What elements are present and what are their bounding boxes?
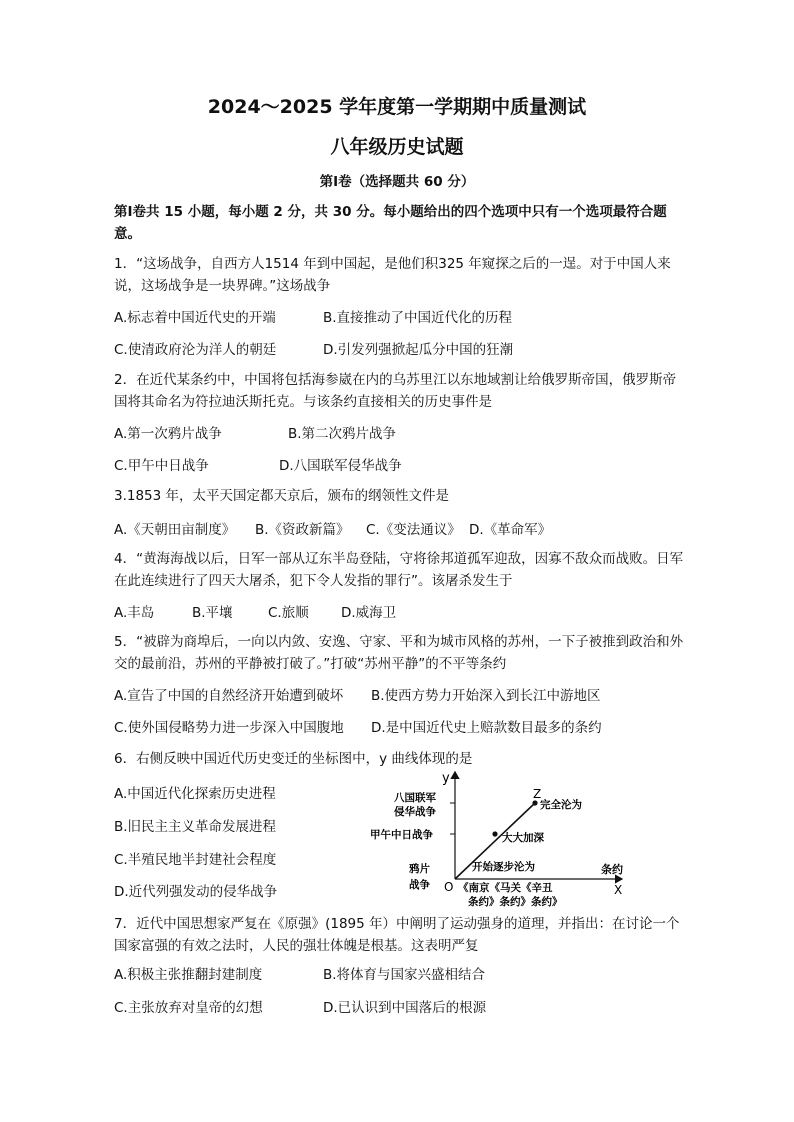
question-4-stem: 4．“黄海海战以后，日军一部从辽东半岛登陆，守将徐邦道孤军迎敌，因寡不敌众而战败。日军在此连续进行了四天大屠杀，犯下令人发指的罪行”。该屠杀发生于 xyxy=(114,551,684,589)
x-label-row2: 条约》条约》条约》 xyxy=(468,896,563,908)
question-3-option-b[interactable]: B.《资政新篇》 xyxy=(255,522,350,538)
x-label-row1: 《南京《马关《辛丑 xyxy=(458,882,553,894)
question-5-option-b[interactable]: B.使西方势力开始深入到长江中游地区 xyxy=(371,688,601,704)
y-axis-label: y xyxy=(442,771,450,786)
question-4-option-b[interactable]: B.平壤 xyxy=(192,605,233,621)
question-4-option-d[interactable]: D.威海卫 xyxy=(341,605,397,621)
section-instructions: 第Ⅰ卷共 15 小题，每小题 2 分，共 30 分。每小题给出的四个选项中只有一个选项最符合题意。 xyxy=(114,204,667,242)
y-label-sino-japanese: 甲午中日战争 xyxy=(370,829,433,841)
annotation-deepen: 大大加深 xyxy=(502,832,544,844)
question-2-option-a[interactable]: A.第一次鸦片战争 xyxy=(114,426,222,442)
question-7-stem: 7．近代中国思想家严复在《原强》(1895 年）中阐明了运动强身的道理，并指出：在讨论一个国家富强的有效之法时，人民的强壮体魄是根基。这表明严复 xyxy=(114,916,680,954)
question-6-option-d[interactable]: D.近代列强发动的侵华战争 xyxy=(114,884,278,900)
question-7-option-b[interactable]: B.将体育与国家兴盛相结合 xyxy=(323,967,486,983)
x-axis-label: X xyxy=(614,883,623,897)
curve-label: Z xyxy=(533,787,542,801)
section-title: 第Ⅰ卷（选择题共 60 分） xyxy=(319,174,475,190)
annotation-start: 开始逐步沦为 xyxy=(472,861,535,873)
question-2-option-b[interactable]: B.第二次鸦片战争 xyxy=(288,426,397,442)
curve-point-deepen xyxy=(492,831,497,836)
question-1-stem: 1．“这场战争，自西方人1514 年到中国起，是他们积325 年窥探之后的一逞。对于中国人来说，这场战争是一块界碑。”这场战争 xyxy=(114,256,671,294)
y-label-boxer-2: 侵华战争 xyxy=(394,806,436,818)
question-7-option-a[interactable]: A.积极主张推翻封建制度 xyxy=(114,967,263,983)
curve-point-complete xyxy=(532,800,537,805)
y-label-opium-2: 战争 xyxy=(409,879,430,891)
x-axis-title: 条约 xyxy=(601,863,623,876)
question-6-stem: 6．右侧反映中国近代历史变迁的坐标图中，y 曲线体现的是 xyxy=(114,751,473,767)
question-5-option-c[interactable]: C.使外国侵略势力进一步深入中国腹地 xyxy=(114,720,344,736)
annotation-complete: 完全沦为 xyxy=(540,799,582,811)
question-4-option-a[interactable]: A.丰岛 xyxy=(114,605,155,621)
y-label-opium: 鸦片 xyxy=(409,863,430,875)
question-2-stem: 2．在近代某条约中，中国将包括海参崴在内的乌苏里江以东地域割让给俄罗斯帝国，俄罗斯帝国将其命名为符拉迪沃斯托克。与该条约直接相关的历史事件是 xyxy=(114,372,677,410)
question-6-option-c[interactable]: C.半殖民地半封建社会程度 xyxy=(114,852,277,868)
question-6-option-a[interactable]: A.中国近代化探索历史进程 xyxy=(114,786,276,802)
question-7-option-c[interactable]: C.主张放弃对皇帝的幻想 xyxy=(114,1000,263,1016)
question-1-option-a[interactable]: A.标志着中国近代史的开端 xyxy=(114,310,276,326)
exam-title: 2024～2025 学年度第一学期期中质量测试 xyxy=(207,96,587,118)
question-1-option-c[interactable]: C.使清政府沦为洋人的朝廷 xyxy=(114,342,277,358)
question-7-option-d[interactable]: D.已认识到中国落后的根源 xyxy=(323,1000,487,1016)
question-5-stem: 5．“被辟为商埠后，一向以内敛、安逸、守家、平和为城市风格的苏州，一下子被推到政治和外交的最前沿，苏州的平静被打破了。”打破“苏州平静”的不平等条约 xyxy=(114,634,684,672)
question-3-option-d[interactable]: D.《革命军》 xyxy=(469,522,552,538)
exam-subtitle: 八年级历史试题 xyxy=(330,136,464,158)
question-5-option-a[interactable]: A.宣告了中国的自然经济开始遭到破坏 xyxy=(114,688,344,704)
question-3-option-a[interactable]: A.《天朝田亩制度》 xyxy=(114,522,236,538)
question-5-option-d[interactable]: D.是中国近代史上赔款数目最多的条约 xyxy=(371,720,602,736)
origin-label: O xyxy=(444,880,454,894)
history-coordinate-figure xyxy=(370,766,630,908)
question-6-option-b[interactable]: B.旧民主主义革命发展进程 xyxy=(114,819,277,835)
question-1-option-d[interactable]: D.引发列强掀起瓜分中国的狂潮 xyxy=(323,342,514,358)
question-3-option-c[interactable]: C.《变法通议》 xyxy=(366,522,461,538)
question-2-option-d[interactable]: D.八国联军侵华战争 xyxy=(279,458,402,474)
question-3-stem: 3.1853 年，太平天国定都天京后，颁布的纲领性文件是 xyxy=(114,488,450,504)
question-4-option-c[interactable]: C.旅顺 xyxy=(268,605,309,621)
y-label-boxer: 八国联军 xyxy=(394,792,436,804)
question-1-option-b[interactable]: B.直接推动了中国近代化的历程 xyxy=(323,310,513,326)
question-2-option-c[interactable]: C.甲午中日战争 xyxy=(114,458,209,474)
